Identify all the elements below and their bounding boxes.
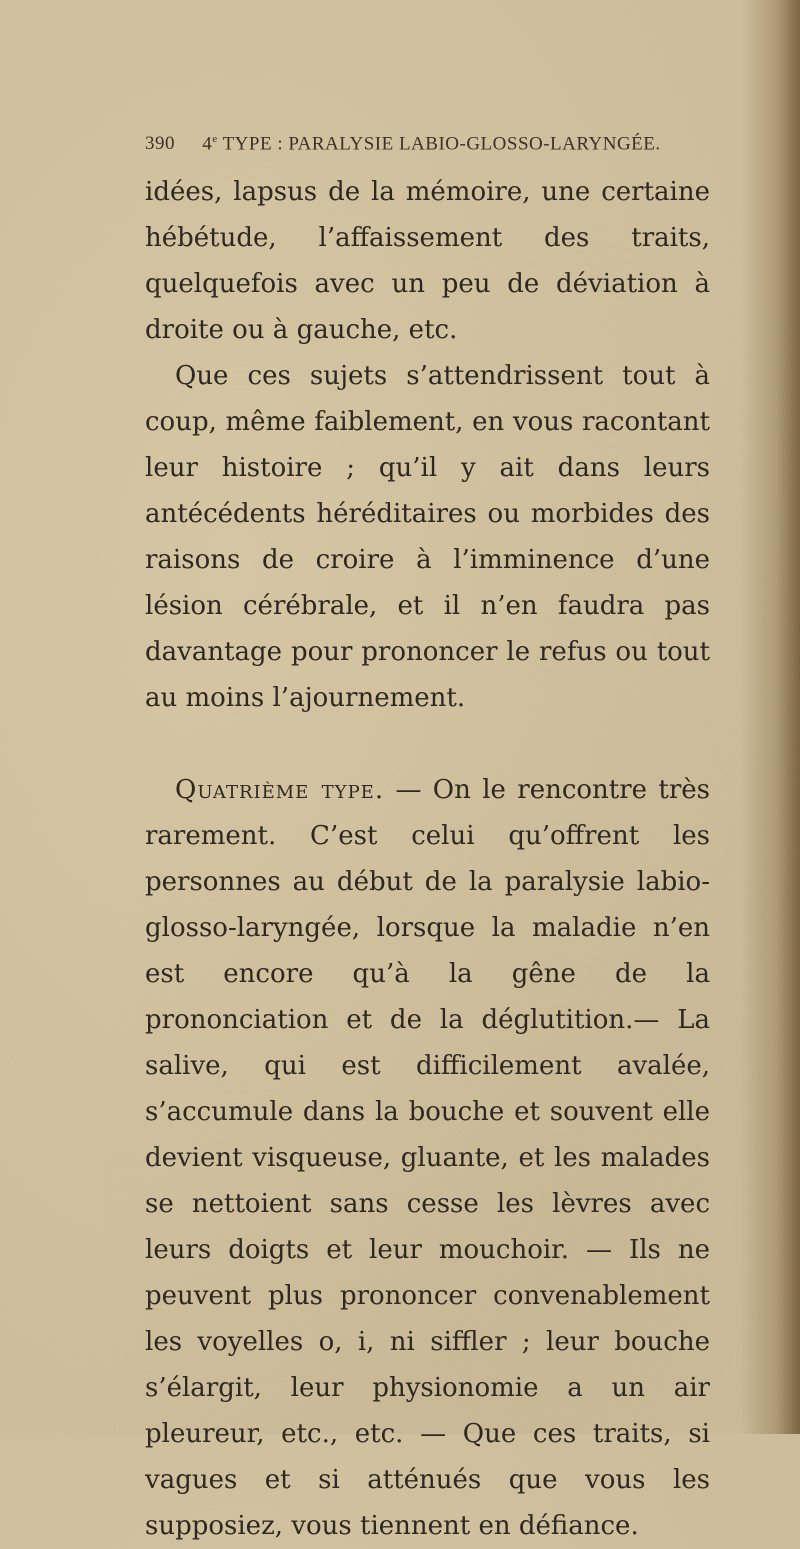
section-heading: Quatrième type. [175,775,385,805]
type-number-suffix: e [212,133,218,145]
running-title: TYPE : PARALYSIE LABIO-GLOSSO-LARYNGÉE. [222,133,661,155]
type-number: 4 [202,133,213,155]
paragraph-continuation: idées, lapsus de la mémoire, une certaine hébétude, l’affaissement des traits, quelquefois avec un peu de déviation à droite ou à gauche, etc. [145,177,710,345]
paragraph-que-ces-sujets: Que ces sujets s’attendrissent tout à coup, même faiblement, en vous racontant leur histoire ; qu’il y ait dans leurs antécédents héréditaires ou morbides des raisons de croire à l’imminence d’une lésion cérébrale, et il n’en faudra pas davantage pour prononcer le refus ou tout au moins l’ajournement. [145,361,710,713]
section-text: — On le rencontre très rarement. C’est celui qu’offrent les personnes au début de la paralysie labio-glosso-laryngée, lorsque la maladie n’en est encore qu’à la gêne de la prononciation et de la déglutition.— La salive, qui est difficilement avalée, s’accumule dans la bouche et souvent elle devient visqueuse, gluante, et les malades se nettoient sans cesse les lèvres avec leurs doigts et leur mouchoir. — Ils ne peuvent plus prononcer convenablement les voyelles o, i, ni siffler ; leur bouche s’élargit, leur physionomie a un air pleureur, etc., etc. — Que ces traits, si vagues et si atténués que vous les supposiez, vous tiennent en défiance. [145,775,710,1541]
section-quatrieme-type [145,767,710,1549]
page-edge-shadow [740,0,800,1434]
page-number: 390 [145,133,175,155]
body-text [145,169,710,1549]
running-head [145,133,745,159]
